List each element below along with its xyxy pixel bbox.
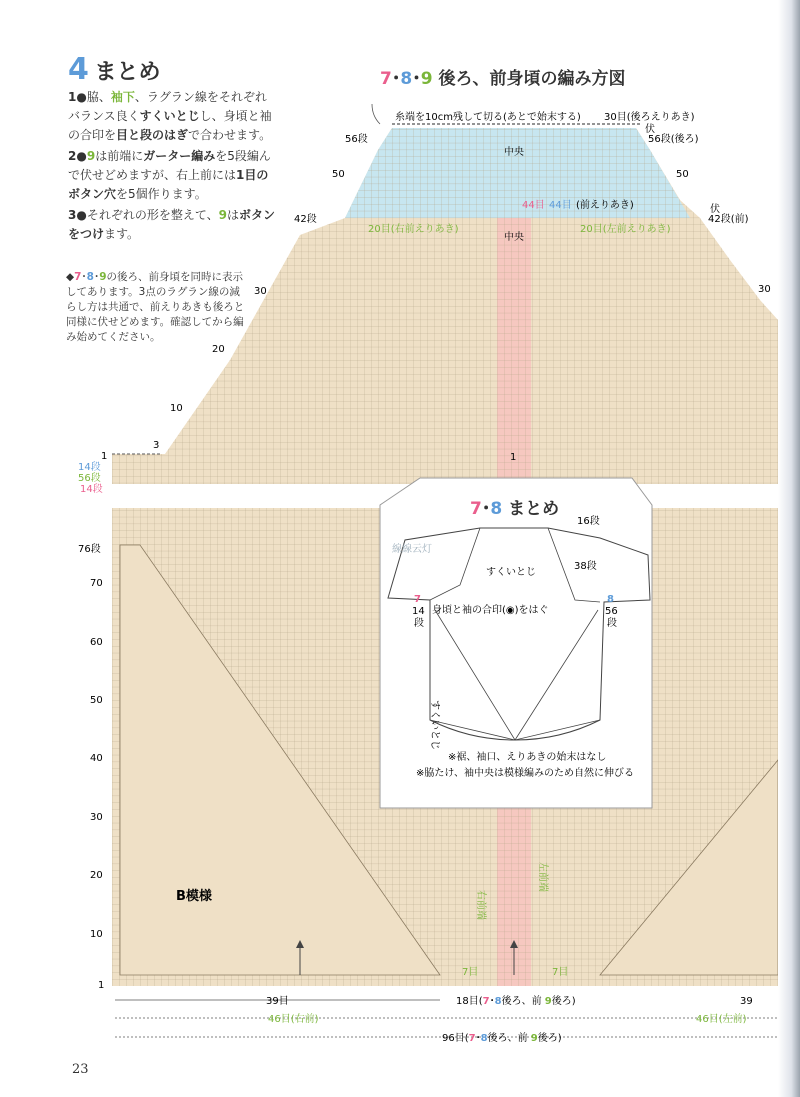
axis-20: 20 xyxy=(90,870,103,881)
label-row14b: 14段 xyxy=(80,484,103,495)
label-right-front-neck: 20目(右前えりあき) xyxy=(368,224,459,235)
callout-right-rows: 56 xyxy=(605,606,618,617)
label-right-front-edge: 右前端 xyxy=(475,890,486,920)
callout-left-num: 7 xyxy=(414,594,421,605)
label-7b: 7目 xyxy=(552,967,569,978)
label-row1-top: 1 xyxy=(101,451,108,462)
book-spine xyxy=(778,0,800,1097)
callout-title: 7･8 まとめ xyxy=(470,499,560,519)
callout-join: 身頃と袖の合印(◉)をはぐ xyxy=(432,605,549,616)
label-row50-left: 50 xyxy=(332,169,345,180)
instruction-1: 1●脇、袖下、ラグラン線をそれぞれバランス良くすくいとじし、身頃と袖の合印を目と段のはぎで合わせます。 xyxy=(68,90,272,142)
label-fuse-2: 伏 xyxy=(710,204,720,215)
label-row50-right: 50 xyxy=(676,169,689,180)
label-row76: 76段 xyxy=(78,544,101,555)
label-row14a: 14段 xyxy=(78,462,101,473)
axis-40: 40 xyxy=(90,753,103,764)
axis-30: 30 xyxy=(90,812,103,823)
callout-note2: ※脇たけ、袖中央は模様編みのため自然に伸びる xyxy=(416,768,634,779)
label-thread-end: 糸端を10cm残して切る(あとで始末する) xyxy=(395,112,581,123)
label-row56b: 56段 xyxy=(78,473,101,484)
instruction-3: 3●それぞれの形を整えて、9はボタンをつけます。 xyxy=(68,208,275,241)
instruction-2: 2●9は前端にガーター編みを5段編んで伏せどめますが、右上前には1目のボタン穴を5個作ります。 xyxy=(68,149,271,201)
label-44b: 44目 xyxy=(549,200,572,211)
label-pattern-b: B模様 xyxy=(176,889,212,904)
section-title: まとめ xyxy=(94,60,161,85)
callout-left-unit: 段 xyxy=(414,618,424,629)
label-row1-center: 1 xyxy=(510,452,517,463)
label-row56-back: 56段(後ろ) xyxy=(648,134,699,145)
label-row30-left: 30 xyxy=(254,286,267,297)
callout-note1: ※裾、袖口、えりあきの始末はなし xyxy=(448,752,607,763)
label-front-neck: (前えりあき) xyxy=(576,200,634,211)
label-center-mid: 中央 xyxy=(504,232,524,243)
label-46-left: 46目(左前) xyxy=(696,1014,747,1025)
callout-left-rows: 14 xyxy=(412,606,425,617)
label-left-front-neck: 20目(左前えりあき) xyxy=(580,224,671,235)
label-row20: 20 xyxy=(212,344,225,355)
label-fuse-1: 伏 xyxy=(645,124,655,135)
label-row3: 3 xyxy=(153,440,160,451)
page-number: 23 xyxy=(72,1062,89,1077)
label-7a: 7目 xyxy=(462,967,479,978)
label-46-right: 46目(右前) xyxy=(268,1014,319,1025)
axis-60: 60 xyxy=(90,637,103,648)
label-center-top: 中央 xyxy=(504,147,524,158)
label-96: 96目(7･8後ろ、前 9後ろ) xyxy=(442,1033,562,1044)
axis-70: 70 xyxy=(90,578,103,589)
watermark: 線線云灯 xyxy=(392,544,432,555)
callout-row38: 38段 xyxy=(574,561,597,572)
label-39: 39目 xyxy=(266,996,289,1007)
label-row42: 42段 xyxy=(294,214,317,225)
label-39-right: 39 xyxy=(740,996,753,1007)
label-18: 18目(7･8後ろ、前 9後ろ) xyxy=(456,996,576,1007)
section-number: 4 xyxy=(68,52,89,87)
callout-right-num: 8 xyxy=(607,594,614,605)
callout-sukui1: すくいとじ xyxy=(486,567,536,578)
label-back-neck: 30目(後ろえりあき) xyxy=(604,112,695,123)
axis-10: 10 xyxy=(90,929,103,940)
label-row42-front: 42段(前) xyxy=(708,214,749,225)
label-row10: 10 xyxy=(170,403,183,414)
label-left-front-edge: 左前端 xyxy=(537,862,548,892)
chart-title: 7･8･9 後ろ、前身頃の編み方図 xyxy=(380,69,626,89)
axis-1: 1 xyxy=(98,980,105,991)
label-44a: 44目 xyxy=(522,200,545,211)
callout-row16: 16段 xyxy=(577,516,600,527)
label-row30-right: 30 xyxy=(758,284,771,295)
callout-sukui2: すくいとじ xyxy=(429,700,440,750)
label-row56: 56段 xyxy=(345,134,368,145)
axis-50: 50 xyxy=(90,695,103,706)
chart-note: ◆7･8･9の後ろ、前身頃を同時に表示してあります。3点のラグラン線の減らし方は共通で、前えりあきも後ろと同様に伏せどめます。確認してから編み始めてください。 xyxy=(66,271,245,343)
callout-right-unit: 段 xyxy=(607,618,617,629)
